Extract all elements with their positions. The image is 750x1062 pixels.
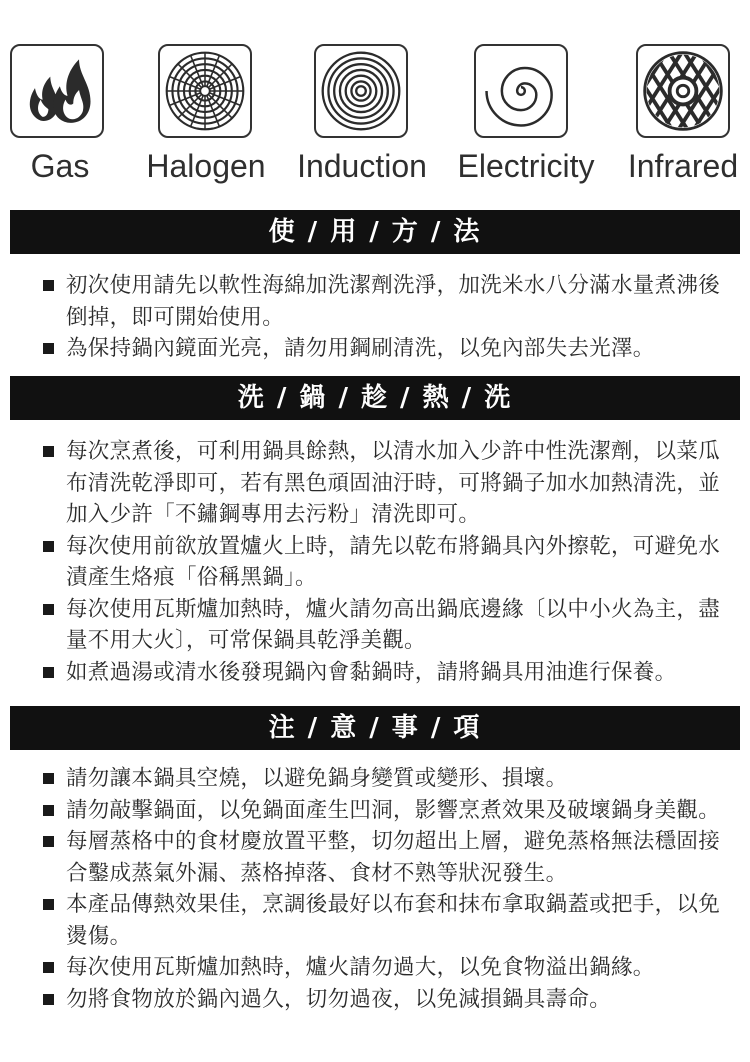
list-item	[40, 531, 730, 594]
item-text: 初次使用請先以軟性海綿加洗潔劑洗淨，加洗米水八分滿水量煮沸後倒掉，即可開始使用。	[66, 273, 721, 330]
item-text: 每次使用前欲放置爐火上時，請先以乾布將鍋具內外擦乾，可避免水漬產生烙痕「俗稱黑鍋」。	[66, 533, 721, 590]
bullet-icon	[43, 541, 54, 552]
section-title-notes: 注 / 意 / 事 / 項	[10, 706, 740, 750]
halogen-coil-icon	[158, 44, 252, 138]
bullet-icon	[43, 962, 54, 973]
item-text: 勿將食物放於鍋內過久，切勿過夜，以免減損鍋具壽命。	[66, 986, 612, 1012]
section-title-wash-hot: 洗 / 鍋 / 趁 / 熱 / 洗	[10, 376, 740, 420]
notes-list	[40, 763, 730, 1015]
wash-list	[40, 436, 730, 688]
bullet-icon	[43, 994, 54, 1005]
gas-flame-icon	[10, 44, 104, 138]
heat-source-icons	[0, 40, 750, 190]
icon-label-electricity: Electricity	[457, 148, 595, 184]
list-item	[40, 889, 730, 952]
list-item	[40, 763, 730, 795]
bullet-icon	[43, 446, 54, 457]
icon-label-infrared: Infrared	[627, 148, 739, 184]
list-item	[40, 436, 730, 531]
infrared-grid-icon	[636, 44, 730, 138]
list-item	[40, 952, 730, 984]
bullet-icon	[43, 343, 54, 354]
induction-rings-icon	[314, 44, 408, 138]
section-title-usage: 使 / 用 / 方 / 法	[10, 210, 740, 254]
list-item	[40, 826, 730, 889]
bullet-icon	[43, 836, 54, 847]
item-text: 每次使用瓦斯爐加熱時，爐火請勿過大，以免食物溢出鍋緣。	[66, 955, 655, 980]
bullet-icon	[43, 899, 54, 910]
bullet-icon	[43, 604, 54, 615]
electric-spiral-icon	[474, 44, 568, 138]
list-item	[40, 657, 730, 689]
list-item	[40, 984, 730, 1016]
item-text: 請勿敲擊鍋面，以免鍋面產生凹洞，影響烹煮效果及破壞鍋身美觀。	[66, 797, 721, 823]
icon-label-halogen: Halogen	[146, 148, 266, 184]
item-text: 本產品傳熱效果佳，烹調後最好以布套和抹布拿取鍋蓋或把手，以免燙傷。	[66, 892, 721, 949]
usage-list	[40, 270, 730, 365]
bullet-icon	[43, 805, 54, 816]
icon-label-induction: Induction	[297, 148, 427, 184]
bullet-icon	[43, 667, 54, 678]
bullet-icon	[43, 773, 54, 784]
list-item	[40, 795, 730, 827]
item-text: 如煮過湯或清水後發現鍋內會黏鍋時，請將鍋具用油進行保養。	[66, 659, 677, 685]
item-text: 每層蒸格中的食材慶放置平整，切勿超出上層，避免蒸格無法穩固接合鑿成蒸氣外漏、蒸格掉落、食材不熟等狀況發生。	[66, 829, 721, 886]
list-item	[40, 594, 730, 657]
bullet-icon	[43, 280, 54, 291]
list-item	[40, 270, 730, 333]
item-text: 為保持鍋內鏡面光亮，請勿用鋼刷清洗，以免內部失去光澤。	[66, 336, 655, 361]
item-text: 請勿讓本鍋具空燒，以避免鍋身變質或變形、損壞。	[66, 766, 568, 791]
icon-label-gas: Gas	[30, 148, 90, 184]
item-text: 每次使用瓦斯爐加熱時，爐火請勿高出鍋底邊緣〔以中小火為主，盡量不用大火〕，可常保鍋具乾淨美觀。	[66, 596, 721, 653]
item-text: 每次烹煮後，可利用鍋具餘熱，以清水加入少許中性洗潔劑，以菜瓜布清洗乾淨即可，若有黑色頑固油汙時，可將鍋子加水加熱清洗，並加入少許「不鏽鋼專用去污粉」清洗即可。	[66, 439, 721, 527]
list-item	[40, 333, 730, 365]
